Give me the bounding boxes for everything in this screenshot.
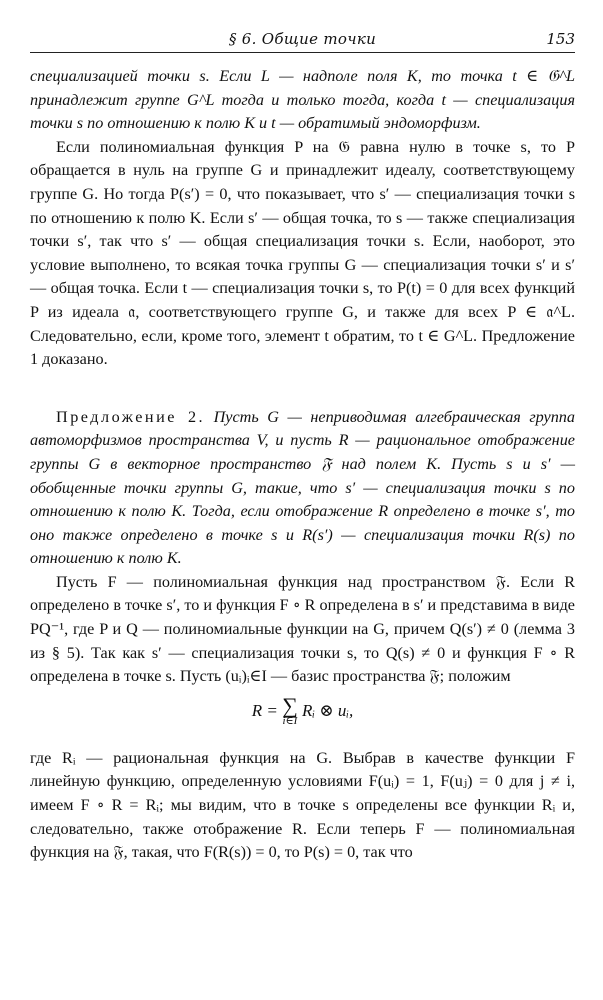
page-number: 153 (546, 30, 575, 48)
page-body (30, 65, 575, 865)
running-header (30, 22, 575, 53)
spacer (30, 372, 575, 406)
paragraph-proof: Если полиномиальная функция P на 𝔊 равна нулю в точке s, то P обращается в нуль на группе G и принадлежит идеалу, соответствующему группе G. Но тогда P(s′) = 0, что показывает, что s′ — специализация точки s по отношению к полю K. Если s′ — общая точка, то s — также специализация точки s′, так что s′ — общая специализация точки s. Если, наоборот, это условие выполнено, то всякая точка группы G — специализация точки s′ и s′ — общая точка. Если t — специализация точки s, то P(t) = 0 для всех функций P из идеала 𝔞, соответствующего группе G, и также для всех P ∈ 𝔞^L. Следовательно, если, кроме того, элемент t обратим, то t ∈ G^L. Предложение 1 доказано. (30, 137, 575, 369)
section-title: § 6. Общие точки (228, 30, 377, 48)
formula-lhs: R = (251, 700, 278, 720)
paragraph-proof-2: Пусть F — полиномиальная функция над пространством 𝔉. Если R определено в точке s′, то и функция F ∘ R определена в s′ и представима в виде PQ⁻¹, где P и Q — полиномиальные функции на G, причем Q(s′) ≠ 0 (лемма 3 из § 5). Так как s′ — специализация точки s, то Q(s) ≠ 0 и функция F ∘ R определена в точке s. Пусть (uᵢ)ᵢ∈I — базис пространства 𝔉; положим (30, 572, 575, 686)
formula-rhs: Rᵢ ⊗ uᵢ, (302, 700, 354, 720)
sum-symbol: ∑ (282, 692, 298, 718)
paragraph-continuation-2: где Rᵢ — рациональная функция на G. Выбрав в качестве функции F линейную функцию, определенную условиями F(uᵢ) = 1, F(uⱼ) = 0 для j ≠ i, имеем F ∘ R = Rᵢ; мы видим, что в точке s определены все функции Rᵢ и, следовательно, также отображение R. Если теперь F — полиномиальная функция на 𝔉, такая, что F(R(s)) = 0, то P(s) = 0, так что (30, 748, 575, 862)
sum-index: i∈I (282, 714, 298, 727)
paragraph-continuation: специализацией точки s. Если L — надполе поля K, то точка t ∈ 𝔊^L принадлежит группе G^L тогда и только тогда, когда t — специализация точки s по отношению к полю K и t — обратимый эндоморфизм. (30, 67, 575, 133)
page (30, 22, 575, 865)
display-formula (30, 692, 575, 727)
proposition-2 (30, 406, 575, 571)
proposition-statement: Пусть G — неприводимая алгебраическая группа автоморфизмов пространства V, и пусть R — рациональное отображение группы G в векторное пространство 𝔉 над полем K. Пусть s и s′ — обобщенные точки группы G, такие, что s′ — специализация точки s по отношению к полю K. Тогда, если отображение R определено в точке s′, то оно также определено в точке s и R(s′) — специализация точки R(s) по отношению к полю K. (30, 407, 575, 568)
proposition-title: Предложение 2. (56, 407, 206, 426)
sum-operator (282, 692, 298, 727)
